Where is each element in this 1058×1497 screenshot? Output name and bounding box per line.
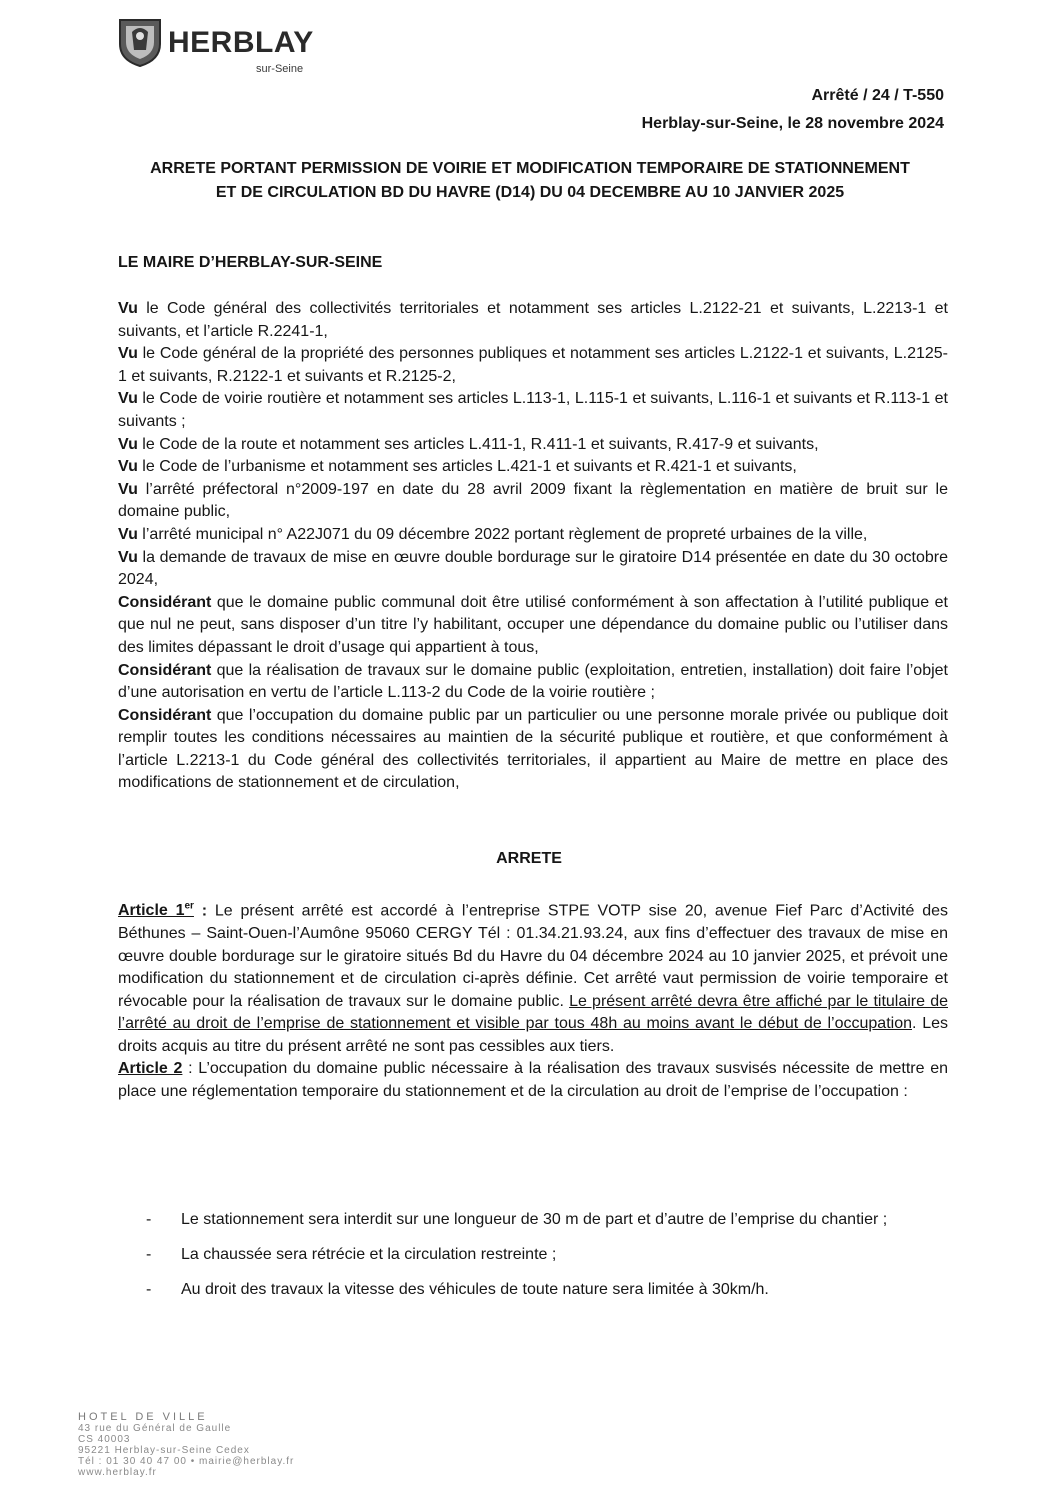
visa-text: la demande de travaux de mise en œuvre double bordurage sur le giratoire D14 présentée en date du 30 octobre 2024, <box>118 548 948 589</box>
reference-block <box>560 82 944 138</box>
visa-paragraph <box>118 298 948 343</box>
article-2-label: Article 2 <box>118 1060 183 1078</box>
list-item <box>146 1202 948 1237</box>
considerant-lead: Considérant <box>118 706 212 724</box>
visa-text: l’arrêté préfectoral n°2009-197 en date du 28 avril 2009 fixant la règlementation en matière de bruit sur le domaine public, <box>118 480 948 521</box>
visa-text: l’arrêté municipal n° A22J071 du 09 décembre 2022 portant règlement de propreté urbaines de la ville, <box>137 525 868 543</box>
bullet-dash: - <box>146 1246 152 1263</box>
bullet-dash: - <box>146 1211 152 1228</box>
place-date: Herblay-sur-Seine, le 28 novembre 2024 <box>641 115 944 132</box>
considerant-text: que le domaine public communal doit être utilisé conformément à son affectation à l’utilité publique et que nul ne peut, sans disposer d’un titre l’y habilitant, occuper une dépendance du domaine public ou l’utiliser dans des limites dépassant le droit d’usage qui appartient à tous, <box>118 593 948 656</box>
list-item <box>146 1237 948 1272</box>
visas-section <box>118 298 948 795</box>
city-crest-icon <box>116 14 164 68</box>
articles-section <box>118 896 948 1104</box>
footer-website: www.herblay.fr <box>78 1467 157 1478</box>
logo-subname: sur-Seine <box>256 63 304 75</box>
visa-paragraph <box>118 343 948 388</box>
logo-name: HERBLAY <box>168 26 314 59</box>
considerant-lead: Considérant <box>118 593 212 611</box>
visa-paragraph <box>118 547 948 592</box>
visa-paragraph <box>118 388 948 433</box>
visa-text: le Code de voirie routière et notamment ses articles L.113-1, L.115-1 et suivants, L.116-1 et suivants et R.113-1 et suivants ; <box>118 390 948 430</box>
visa-paragraph <box>118 456 948 479</box>
article-2-colon: : <box>182 1060 193 1078</box>
visa-paragraph <box>118 524 948 547</box>
bullet-dash: - <box>146 1281 152 1298</box>
herblay-logo <box>116 12 326 74</box>
visa-text: le Code général de la propriété des personnes publiques et notamment ses articles L.2122-1 et suivants, L.2125-1 et suivants, R.2122-1 et suivants et R.2125-2, <box>118 345 948 385</box>
footer-address <box>78 1412 294 1478</box>
visa-lead: Vu <box>118 390 138 408</box>
article-1-display-notice: Le présent arrêté devra être affiché par le titulaire de l’arrêté au droit de l’emprise de stationnement et visible par tous 48h au moins avant le début de l’occupation <box>118 992 948 1033</box>
article-2 <box>118 1058 948 1103</box>
considerant-text: que la réalisation de travaux sur le domaine public (exploitation, entretien, installation) doit faire l’objet d’une autorisation en vertu de l’article L.113-2 du Code de la voirie routière ; <box>118 661 948 702</box>
article-2-text: L’occupation du domaine public nécessaire à la réalisation des travaux susvisés nécessite de mettre en place une réglementation temporaire du stationnement et de la circulation au droit de l’emprise de l’occupation : <box>118 1060 949 1101</box>
article-1 <box>118 896 948 1058</box>
arrete-number: Arrêté / 24 / T-550 <box>811 87 944 104</box>
article-1-colon: : <box>193 902 208 920</box>
visa-text: le Code de la route et notamment ses articles L.411-1, R.411-1 et suivants, R.417-9 et suivants, <box>137 435 819 453</box>
article-1-label: Article 1er <box>118 901 194 920</box>
article-1-text: Le présent arrêté est accordé à l’entreprise STPE VOTP sise 20, avenue Fief Parc d’Activité des Béthunes – Saint-Ouen-l’Aumône 95060 CERGY Tél : 01.34.21.93.24, aux fins d’effectuer des travaux de mise en œuvre double bordurage sur le giratoire situés Bd du Havre du 04 décembre 2024 au 10 janvier 2025, et prévoit une modification du stationnement et de circulation ci-après définie. Cet arrêté vaut permission de voirie temporaire et révocable pour la réalisation de travaux sur le domaine public. <box>118 902 948 1010</box>
measures-list <box>146 1202 948 1307</box>
list-item-text: La chaussée sera rétrécie et la circulation restreinte ; <box>181 1246 557 1263</box>
arrete-heading: ARRETE <box>496 850 562 867</box>
visa-lead: Vu <box>118 548 138 566</box>
considerant-paragraph <box>118 660 948 705</box>
visa-lead: Vu <box>118 458 138 476</box>
footer-contact: Tél : 01 30 40 47 00 • mairie@herblay.fr <box>78 1456 295 1467</box>
footer-street: 43 rue du Général de Gaulle <box>78 1423 232 1434</box>
mayor-heading: LE MAIRE D’HERBLAY-SUR-SEINE <box>118 254 383 271</box>
footer-city: 95221 Herblay-sur-Seine Cedex <box>78 1445 250 1456</box>
considerant-paragraph <box>118 592 948 660</box>
visa-lead: Vu <box>118 480 138 498</box>
visa-lead: Vu <box>118 435 138 453</box>
considerant-lead: Considérant <box>118 661 212 679</box>
document-title <box>100 157 960 205</box>
list-item-text: Au droit des travaux la vitesse des véhicules de toute nature sera limitée à 30km/h. <box>181 1281 769 1298</box>
footer-heading: HOTEL DE VILLE <box>78 1411 208 1423</box>
list-item <box>146 1272 948 1307</box>
visa-lead: Vu <box>118 345 138 363</box>
visa-text: le Code de l’urbanisme et notamment ses articles L.421-1 et suivants et R.421-1 et suivants, <box>137 458 797 476</box>
visa-lead: Vu <box>118 300 138 317</box>
visa-paragraph <box>118 434 948 457</box>
list-item-text: Le stationnement sera interdit sur une longueur de 30 m de part et d’autre de l’emprise du chantier ; <box>181 1211 888 1228</box>
considerant-text: que l’occupation du domaine public par un particulier ou une personne morale privée ou publique doit remplir toutes les conditions nécessaires au maintien de la sécurité publique et routière, et que conformément à l’article L.2213-1 du Code général des collectivités territoriales, il appartient au Maire de mettre en place des modifications de stationnement et de circulation, <box>118 706 948 792</box>
visa-lead: Vu <box>118 525 138 543</box>
title-line-1: ARRETE PORTANT PERMISSION DE VOIRIE ET MODIFICATION TEMPORAIRE DE STATIONNEMENT <box>150 160 910 177</box>
considerant-paragraph <box>118 705 948 795</box>
visa-text: le Code général des collectivités territoriales et notamment ses articles L.2122-21 et suivants, L.2213-1 et suivants, et l’article R.2241-1, <box>118 300 948 340</box>
article-1-text-end: . Les droits acquis au titre du présent arrêté ne sont pas cessibles aux tiers. <box>118 1015 949 1055</box>
title-line-2: ET DE CIRCULATION BD DU HAVRE (D14) DU 04 DECEMBRE AU 10 JANVIER 2025 <box>215 184 845 201</box>
visa-paragraph <box>118 479 948 524</box>
footer-cs: CS 40003 <box>78 1434 131 1445</box>
